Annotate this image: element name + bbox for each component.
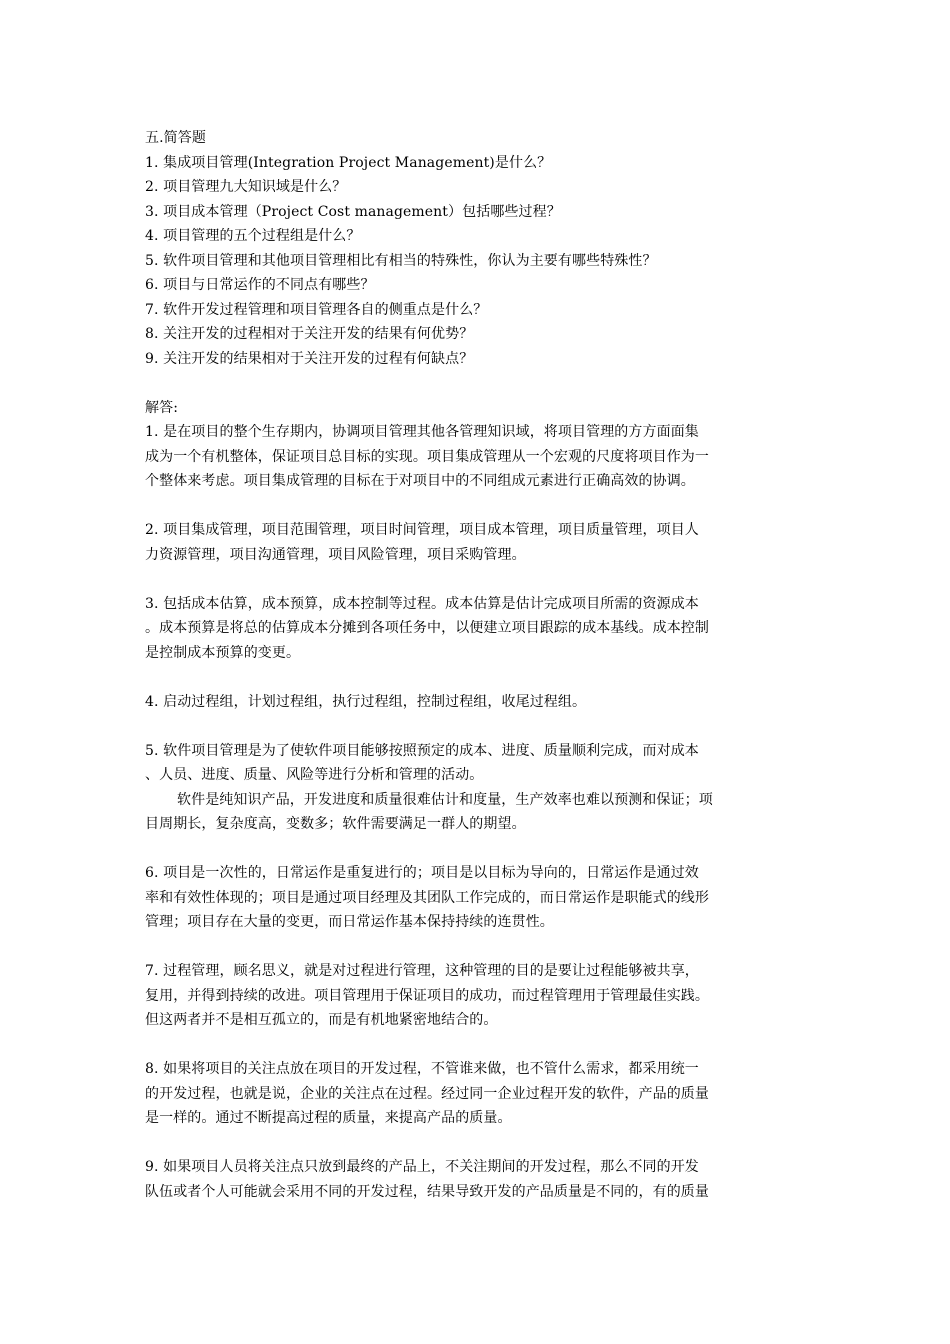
answers-heading: 解答: bbox=[145, 399, 179, 416]
answer-line: 5. 软件项目管理是为了使软件项目能够按照预定的成本、进度、质量顺利完成，而对成本 bbox=[145, 742, 699, 759]
answer-line: 力资源管理，项目沟通管理，项目风险管理，项目采购管理。 bbox=[145, 546, 526, 563]
question-list bbox=[145, 151, 791, 372]
question-item: 6. 项目与日常运作的不同点有哪些？ bbox=[145, 277, 375, 293]
answer-line: 复用，并得到持续的改进。项目管理用于保证项目的成功，而过程管理用于管理最佳实践。 bbox=[145, 987, 709, 1004]
answer-line: 2. 项目集成管理，项目范围管理，项目时间管理，项目成本管理，项目质量管理，项目人 bbox=[145, 522, 699, 538]
paragraph-spacer bbox=[145, 494, 791, 519]
answer-7 bbox=[145, 959, 791, 1033]
answer-line: 是一样的。通过不断提高过程的质量，来提高产品的质量。 bbox=[145, 1110, 512, 1126]
answer-4 bbox=[145, 690, 791, 715]
answer-line: 目周期长，复杂度高，变数多；软件需要满足一群人的期望。 bbox=[145, 816, 526, 832]
paragraph-spacer bbox=[145, 1131, 791, 1156]
answer-line: 3. 包括成本估算，成本预算，成本控制等过程。成本估算是估计完成项目所需的资源成本 bbox=[145, 595, 699, 612]
answer-line: 个整体来考虑。项目集成管理的目标在于对项目中的不同组成元素进行正确高效的协调。 bbox=[145, 473, 695, 489]
paragraph-spacer bbox=[145, 837, 791, 862]
answer-1 bbox=[145, 420, 791, 494]
answer-line: 6. 项目是一次性的，日常运作是重复进行的；项目是以目标为导向的，日常运作是通过效 bbox=[145, 865, 699, 881]
answer-2 bbox=[145, 518, 791, 567]
question-item: 1. 集成项目管理(Integration Project Management)是什么？ bbox=[145, 154, 552, 171]
paragraph-spacer bbox=[145, 1033, 791, 1058]
answer-5 bbox=[145, 739, 791, 837]
document-body bbox=[145, 126, 791, 1204]
answer-line: 4. 启动过程组，计划过程组，执行过程组，控制过程组，收尾过程组。 bbox=[145, 693, 587, 710]
answer-line: 。成本预算是将总的估算成本分摊到各项任务中，以便建立项目跟踪的成本基线。成本控制 bbox=[145, 620, 709, 636]
answer-line: 1. 是在项目的整个生存期内，协调项目管理其他各管理知识域，将项目管理的方方面面集 bbox=[145, 424, 699, 440]
question-item: 9. 关注开发的结果相对于关注开发的过程有何缺点？ bbox=[145, 350, 474, 367]
answer-line: 是控制成本预算的变更。 bbox=[145, 644, 301, 661]
answer-line: 7. 过程管理，顾名思义，就是对过程进行管理，这种管理的目的是要让过程能够被共享， bbox=[145, 963, 699, 979]
question-item: 2. 项目管理九大知识域是什么？ bbox=[145, 179, 347, 195]
answer-6 bbox=[145, 861, 791, 935]
answer-line: 队伍或者个人可能就会采用不同的开发过程，结果导致开发的产品质量是不同的，有的质量 bbox=[145, 1183, 709, 1200]
answer-line: 但这两者并不是相互孤立的，而是有机地紧密地结合的。 bbox=[145, 1012, 498, 1028]
section-title: 五.简答题 bbox=[145, 130, 206, 146]
answer-8 bbox=[145, 1057, 791, 1131]
paragraph-spacer bbox=[145, 714, 791, 739]
answer-line: 、人员、进度、质量、风险等进行分析和管理的活动。 bbox=[145, 767, 484, 783]
answer-line: 管理；项目存在大量的变更，而日常运作基本保持持续的连贯性。 bbox=[145, 914, 554, 930]
question-item: 8. 关注开发的过程相对于关注开发的结果有何优势？ bbox=[145, 326, 474, 342]
answer-line: 的开发过程，也就是说，企业的关注点在过程。经过同一企业过程开发的软件，产品的质量 bbox=[145, 1085, 709, 1102]
paragraph-spacer bbox=[145, 567, 791, 592]
question-item: 4. 项目管理的五个过程组是什么？ bbox=[145, 228, 361, 244]
answer-line: 9. 如果项目人员将关注点只放到最终的产品上，不关注期间的开发过程，那么不同的开发 bbox=[145, 1159, 699, 1175]
answer-line: 成为一个有机整体，保证项目总目标的实现。项目集成管理从一个宏观的尺度将项目作为一 bbox=[145, 448, 709, 465]
paragraph-spacer bbox=[145, 371, 791, 396]
question-item: 5. 软件项目管理和其他项目管理相比有相当的特殊性，你认为主要有哪些特殊性？ bbox=[145, 252, 657, 269]
paragraph-spacer bbox=[145, 935, 791, 960]
answer-line: 8. 如果将项目的关注点放在项目的开发过程，不管谁来做，也不管什么需求，都采用统一 bbox=[145, 1061, 699, 1077]
question-item: 3. 项目成本管理（Project Cost management）包括哪些过程？ bbox=[145, 203, 561, 220]
question-item: 7. 软件开发过程管理和项目管理各自的侧重点是什么？ bbox=[145, 301, 488, 318]
answer-line: 软件是纯知识产品，开发进度和质量很难估计和度量，生产效率也难以预测和保证；项 bbox=[177, 791, 713, 808]
paragraph-spacer bbox=[145, 665, 791, 690]
answer-9 bbox=[145, 1155, 791, 1204]
answer-line: 率和有效性体现的；项目是通过项目经理及其团队工作完成的，而日常运作是职能式的线形 bbox=[145, 889, 709, 906]
answer-3 bbox=[145, 592, 791, 666]
